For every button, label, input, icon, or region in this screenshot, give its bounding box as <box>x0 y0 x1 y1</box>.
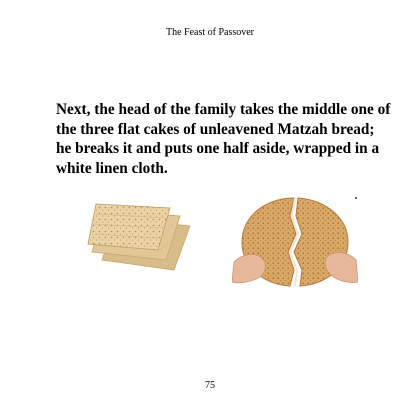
broken-matzah-in-hands-image <box>232 192 358 292</box>
paragraph-line: the three flat cakes of unleavened Matzah bread; <box>56 120 375 138</box>
page-number: 75 <box>205 380 215 391</box>
paragraph-line: white linen cloth. <box>56 159 168 177</box>
body-paragraph <box>56 100 396 178</box>
paragraph-line: he breaks it and puts one half aside, wrapped in a <box>56 140 380 157</box>
matzah-stack-image <box>86 200 194 272</box>
page-header-title: The Feast of Passover <box>165 27 255 38</box>
paragraph-line: Next, the head of the family takes the middle one of <box>56 101 391 118</box>
